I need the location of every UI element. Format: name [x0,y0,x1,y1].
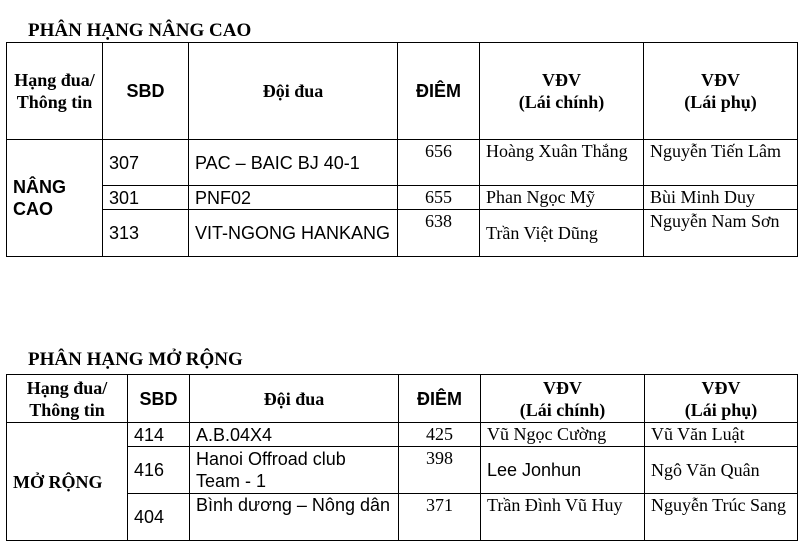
category-label: MỞ RỘNG [7,423,128,541]
driver-main-cell: Lee Jonhun [481,447,645,494]
sbd-cell: 416 [128,447,190,494]
driver-main-cell: Trần Đình Vũ Huy [481,494,645,541]
section-title-nang-cao: PHÂN HẠNG NÂNG CAO [28,20,252,41]
table-row [7,140,798,186]
header-points: ĐIÊM [399,375,481,423]
points-cell: 655 [398,186,480,210]
header-row [7,43,798,140]
driver-main-cell: Hoàng Xuân Thắng [480,140,644,186]
header-category [7,375,128,423]
team-cell: Hanoi Offroad club Team - 1 [190,447,399,494]
header-category-text: Hạng đua/ Thông tin [14,70,95,112]
table-row [7,423,798,447]
header-driver-main: VĐV (Lái chính) [481,375,645,423]
sbd-cell: 307 [103,140,189,186]
header-team: Đội đua [190,375,399,423]
points-cell: 656 [398,140,480,186]
results-table-nang-cao [6,42,798,257]
points-cell: 425 [399,423,481,447]
header-team: Đội đua [189,43,398,140]
team-cell: PNF02 [189,186,398,210]
results-table-mo-rong [6,374,798,541]
team-cell: VIT-NGONG HANKANG [189,210,398,257]
category-label: NÂNG CAO [7,140,103,257]
points-cell: 638 [398,210,480,257]
driver-main-cell: Trần Việt Dũng [480,210,644,257]
sbd-cell: 313 [103,210,189,257]
team-cell: A.B.04X4 [190,423,399,447]
header-driver-co: VĐV (Lái phụ) [644,43,798,140]
team-cell: PAC – BAIC BJ 40-1 [189,140,398,186]
sbd-cell: 301 [103,186,189,210]
header-driver-main: VĐV (Lái chính) [480,43,644,140]
header-sbd: SBD [103,43,189,140]
driver-main-cell: Phan Ngọc Mỹ [480,186,644,210]
points-cell: 371 [399,494,481,541]
sbd-cell: 404 [128,494,190,541]
header-category-text: Hạng đua/ Thông tin [26,377,108,420]
driver-co-cell: Vũ Văn Luật [645,423,798,447]
table-row [7,186,798,210]
section-title-mo-rong: PHÂN HẠNG MỞ RỘNG [28,349,243,370]
driver-co-cell: Ngô Văn Quân [645,447,798,494]
header-category [7,43,103,140]
driver-co-cell: Nguyễn Nam Sơn [644,210,798,257]
driver-co-cell: Bùi Minh Duy [644,186,798,210]
driver-co-cell: Nguyễn Tiến Lâm [644,140,798,186]
sbd-cell: 414 [128,423,190,447]
driver-co-cell: Nguyễn Trúc Sang [645,494,798,541]
driver-main-cell: Vũ Ngọc Cường [481,423,645,447]
team-cell: Bình dương – Nông dân [190,494,399,541]
header-sbd: SBD [128,375,190,423]
points-cell: 398 [399,447,481,494]
header-row [7,375,798,423]
header-driver-co: VĐV (Lái phụ) [645,375,798,423]
table-row [7,210,798,257]
header-points: ĐIÊM [398,43,480,140]
